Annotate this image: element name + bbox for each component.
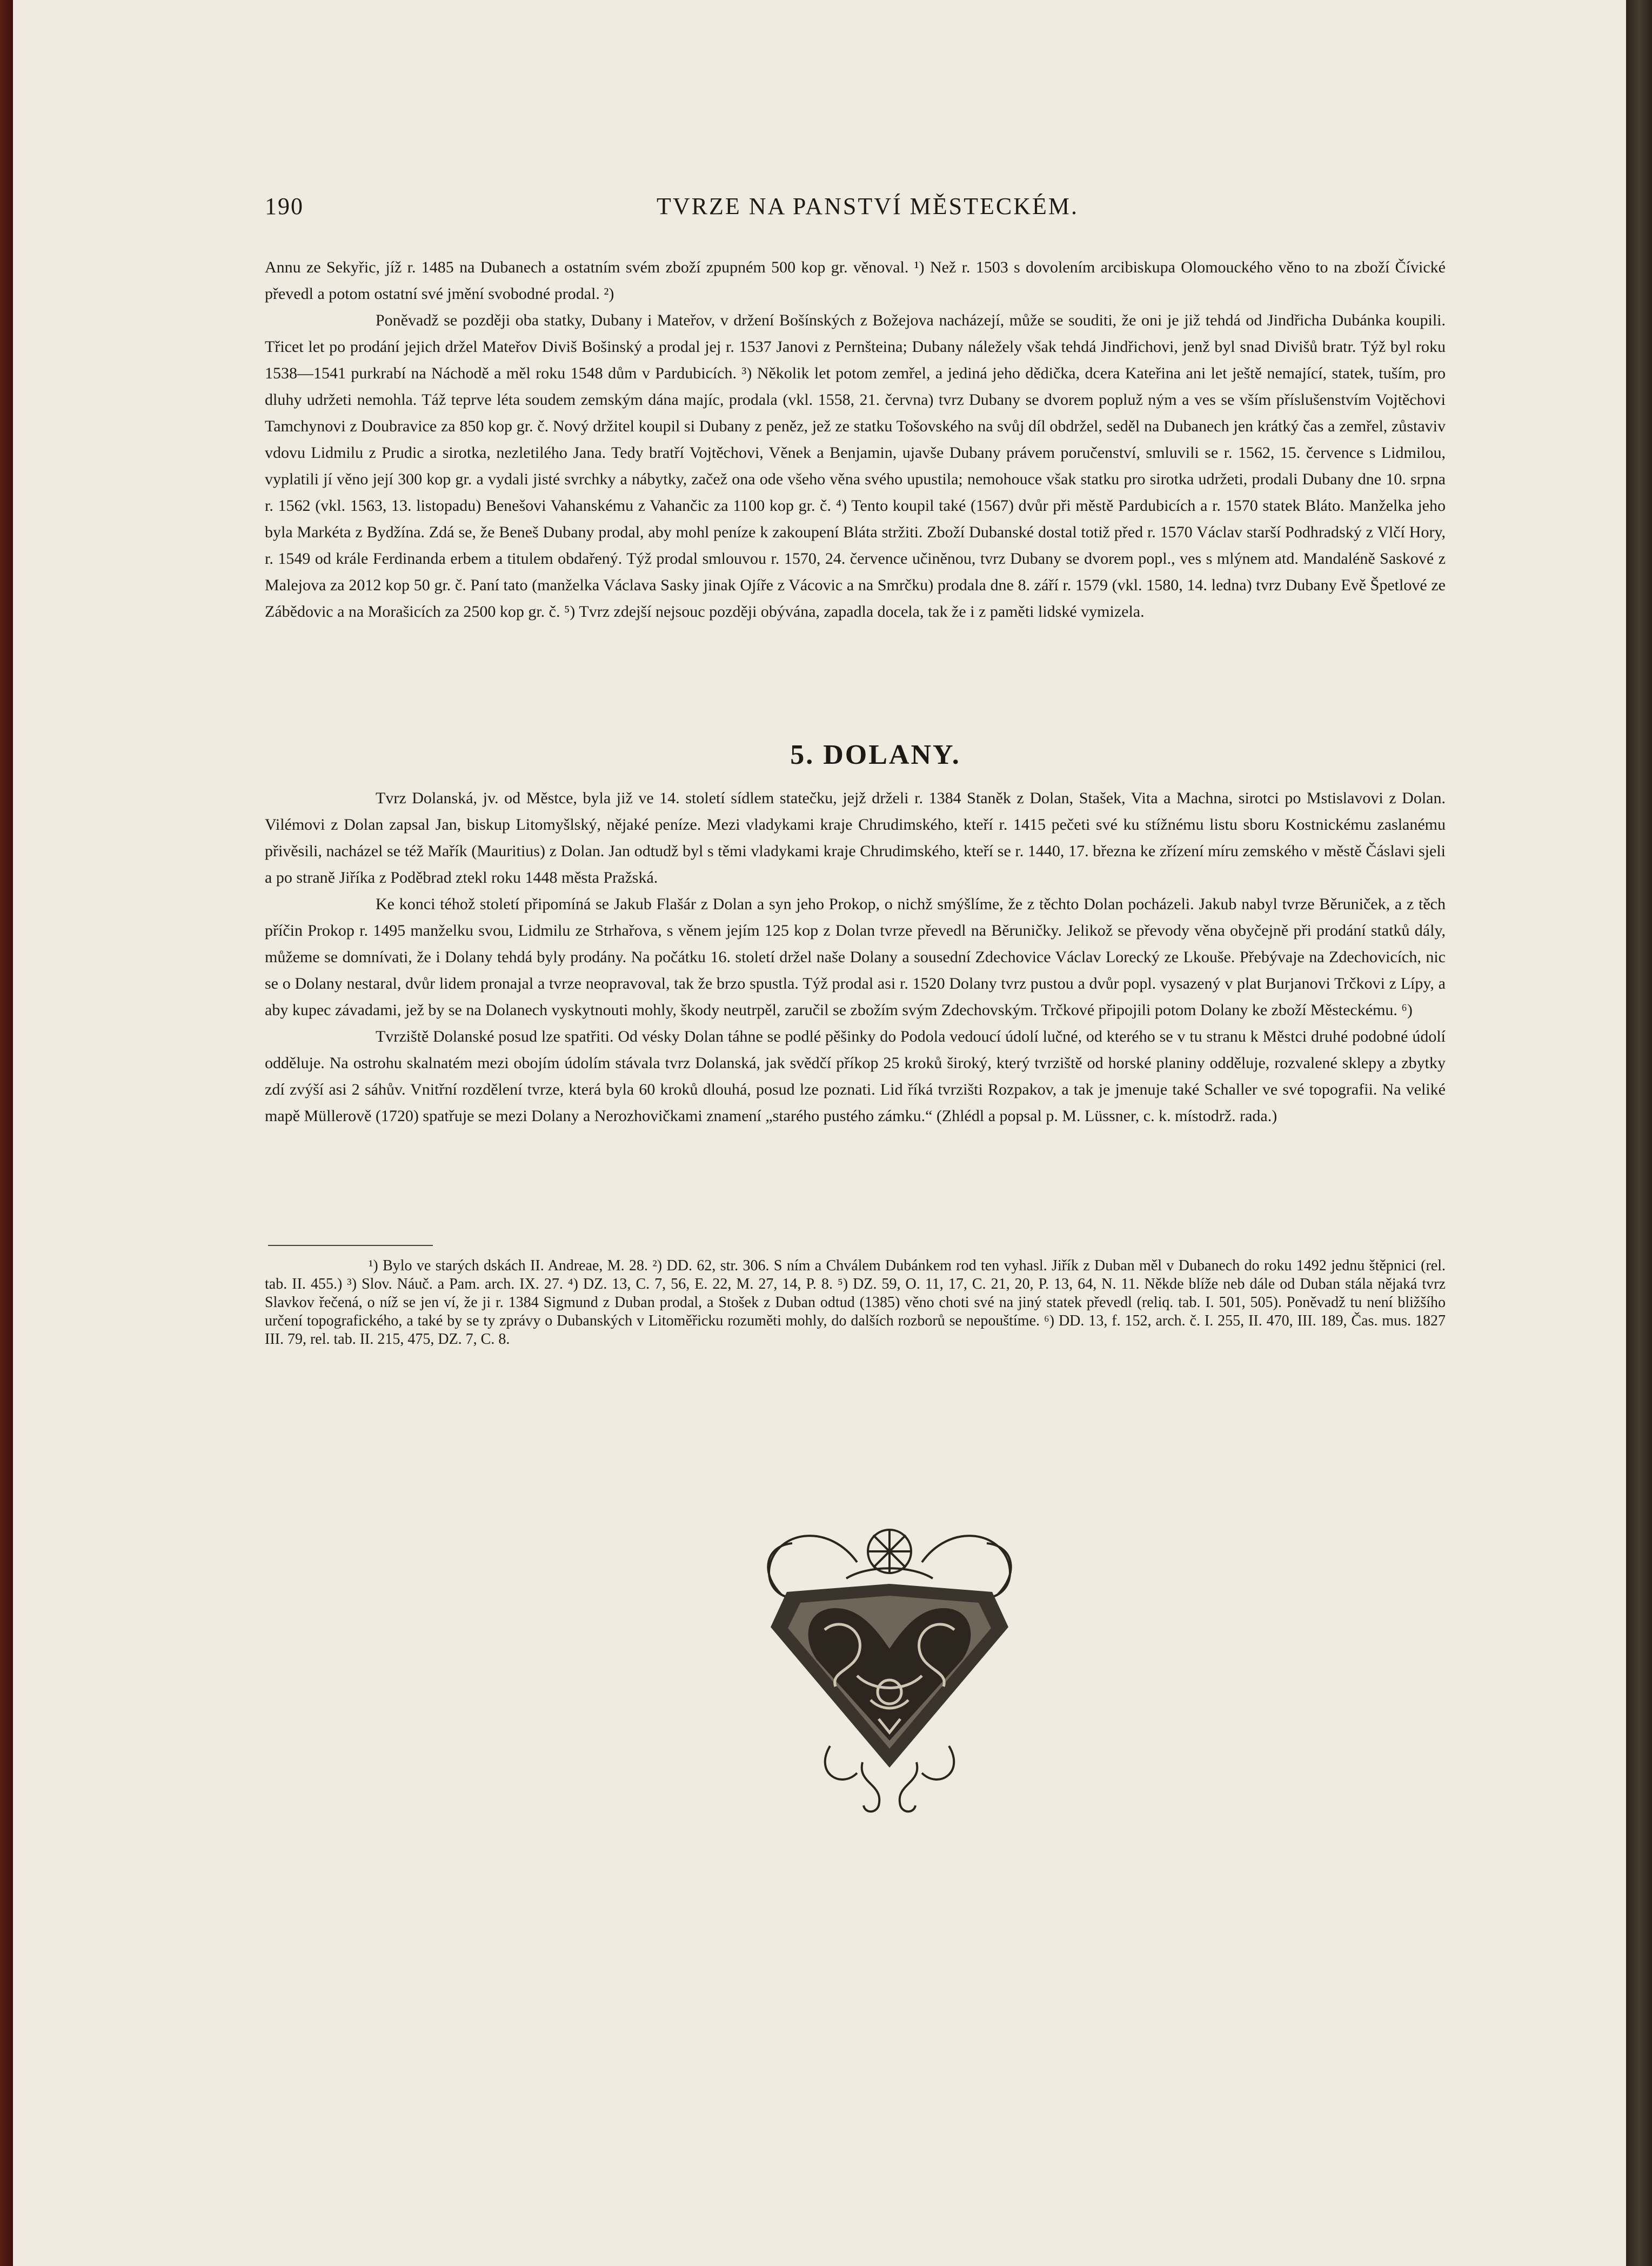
footnote-text: ¹) Bylo ve starých dskách II. Andreae, M. 28. ²) DD. 62, str. 306. S ním a Chválem Dubánkem rod ten vyhasl. Jiřík z Duban měl v Dubanech do roku 1492 jednu štěpnici (rel. tab. II. 455.) ³) Slov. Náuč. a Pam. arch. IX. 27. ⁴) DZ. 13, C. 7, 56, E. 22, M. 27, 14, P. 8. ⁵) DZ. 59, O. 11, 17, C. 21, 20, P. 13, 64, N. 11. Někde blíže neb dále od Duban stála nějaká tvrz Slavkov řečená, o níž se jen ví, že ji r. 1384 Sigmund z Duban prodal, a Stošek z Duban odtud (1385) věno choti své na jiný statek převedl (reliq. tab. I. 501, 505). Poněvadž tu není bližšího určení topografického, a také by se ty zprávy o Dubanských v Litoměřicku rozuměti mohly, do dalších rozborů se nepouštíme. ⁶) DD. 13, f. 152, arch. č. I. 255, II. 470, III. 189, Čas. mus. 1827 III. 79, rel. tab. II. 215, 475, DZ. 7, C. 8. (265, 1257, 1446, 1348)
dolany-text (265, 785, 1446, 1129)
paragraph-dolany-ruins: Tvrziště Dolanské posud lze spatřiti. Od vésky Dolan táhne se podlé pěšinky do Podola vedoucí údolí lučné, od kterého se v tu stranu k Městci druhé podobné údolí odděluje. Na ostrohu skalnatém mezi obojím údolím stávala tvrz Dolanská, jak svědčí příkop 25 kroků široký, který tvrziště od horské planiny odděluje, rozvalené sklepy a zbytky zdí zvýší asi 2 sáhův. Vnitřní rozdělení tvrze, která byla 60 kroků dlouhá, posud lze poznati. Lid říká tvrzišti Rozpakov, a tak je jmenuje také Schaller ve své topografii. Na veliké mapě Müllerově (1720) spatřuje se mezi Dolany a Nerozhovičkami znamení „starého pustého zámku.“ (Zhlédl a popsal p. M. Lüssner, c. k. místodrž. rada.) (265, 1028, 1446, 1125)
paragraph-dolany-owners: Ke konci téhož století připomíná se Jakub Flašár z Dolan a syn jeho Prokop, o nichž smýšlíme, že z těchto Dolan pocházeli. Jakub nabyl tvrze Běruniček, a z těch příčin Prokop r. 1495 manželku svou, Lidmilu ze Strhařova, s věnem jejím 125 kop z Dolan tvrze převedl na Běruničky. Jelikož se převody věna obyčejně při prodání statků dály, můžeme se domnívati, že i Dolany tehdá byly prodány. Na počátku 16. století držel naše Dolany a sousední Zdechovice Václav Lorecký ze Lkouše. Přebývaje na Zdechovicích, nic se o Dolany nestaral, dvůr lidem pronajal a tvrze neopravoval, tak že brzo spustla. Týž prodal asi r. 1520 Dolany tvrz pustou a dvůr popl. vysazený v plat Burjanovi Trčkovi z Lípy, a aby kupec závadami, jež by se na Dolanech vyskytnouti mohly, škody neutrpěl, zaručil se zbožím svým Zdechovským. Trčkové připojili potom Dolany ke zboží Městeckému. ⁶) (265, 895, 1446, 1019)
footnote-rule (268, 1245, 433, 1246)
page-edge (1626, 0, 1652, 2266)
book-spine (0, 0, 13, 2266)
page-number: 190 (265, 193, 304, 219)
dubany-text (265, 254, 1446, 625)
paragraph-dubany-history: Poněvadž se později oba statky, Dubany i Mateřov, v držení Bošínských z Božejova nacházejí, může se souditi, že oni je již tehdá od Jindřicha Dubánka koupili. Třicet let po prodání jejich držel Mateřov Diviš Bošinský a prodal jej r. 1537 Janovi z Pernšteina; Dubany náležely však tehdá Jindřichovi, jenž byl snad Divišů bratr. Týž byl roku 1538—1541 purkrabí na Náchodě a měl roku 1548 dům v Pardubicích. ³) Několik let potom zemřel, a jediná jeho dědička, dcera Kateřina ani let ještě nemající, statek, tuším, pro dluhy udržeti nemohla. Táž teprve léta soudem zemským dána majíc, prodala (vkl. 1558, 21. června) tvrz Dubany se dvorem popluž ným a ves se vším příslušenstvím Vojtěchovi Tamchynovi z Doubravice za 850 kop gr. č. Nový držitel koupil si Dubany z peněz, jež ze statku Tošovského na svůj díl obdržel, seděl na Dubanech jen krátký čas a zemřel, zůstaviv vdovu Lidmilu z Prudic a sirotka, nezletilého Jana. Tedy bratří Vojtěchovi, Věnek a Benjamin, ujavše Dubany právem poručenství, smluvili se r. 1562, 15. července s Lidmilou, vyplatili jí věno její 300 kop gr. a vydali jisté svrchky a nábytky, začež ona ode všeho věna svého upustila; nemohouce však statku pro sirotka udržeti, prodali Dubany dne 10. srpna r. 1562 (vkl. 1563, 13. listopadu) Benešovi Vahanskému z Vahančic za 1100 kop gr. č. ⁴) Tento koupil také (1567) dvůr při městě Pardubicích a r. 1570 statek Bláto. Manželka jeho byla Markéta z Bydžína. Zdá se, že Beneš Dubany prodal, aby mohl peníze k zakoupení Bláta stržiti. Zboží Dubanské dostal totiž před r. 1570 Václav starší Podhradský z Vlčí Hory, r. 1549 od krále Ferdinanda erbem a titulem obdařený. Týž prodal smlouvou r. 1570, 24. července učiněnou, tvrz Dubany se dvorem popl., ves s mlýnem atd. Mandaléně Saskové z Malejova za 2012 kop 50 gr. č. Paní tato (manželka Václava Sasky jinak Ojíře z Vácovic a na Smrčku) prodala dne 8. září r. 1579 (vkl. 1580, 14. ledna) tvrz Dubany Evě Špetlové ze Zábědovic a na Morašicích za 2500 kop gr. č. ⁵) Tvrz zdejší nejsouc později obývána, zapadla docela, tak že i z paměti lidské vymizela. (265, 311, 1446, 621)
footnotes (265, 1257, 1446, 1349)
paragraph-dolany-origin: Tvrz Dolanská, jv. od Městce, byla již ve 14. století sídlem statečku, jejž drželi r. 1384 Staněk z Dolan, Stašek, Vita a Machna, sirotci po Mstislavovi z Dolan. Vilémovi z Dolan zapsal Jan, biskup Litomyšlský, nějaké peníze. Mezi vladykami kraje Chrudimského, kteří r. 1415 pečeti své ku stížnému listu sboru Kostnickému zaslanému přivěsili, nacházel se též Mařík (Mauritius) z Dolan. Jan odtudž byl s těmi vladykami kraje Chrudimského, kteří se r. 1440, 17. března ke zřízení míru zemského v městě Čáslavi sjeli a po straně Jiříka z Poděbrad ztekl roku 1448 města Pražská. (265, 789, 1446, 887)
running-title: TVRZE NA PANSTVÍ MĚSTECKÉM. (657, 193, 1079, 219)
paragraph-dubany-continuation: Annu ze Sekyřic, jíž r. 1485 na Dubanech a ostatním svém zboží zpupném 500 kop gr. věnoval. ¹) Než r. 1503 s dovolením arcibiskupa Olomouckého věno to na zboží Čívické převedl a potom ostatní své jmění svobodné prodal. ²) (265, 258, 1446, 303)
section-title-dolany: 5. DOLANY. (790, 739, 961, 770)
celtic-knot-ornament-icon (749, 1514, 1030, 1816)
page-header (265, 192, 1270, 236)
